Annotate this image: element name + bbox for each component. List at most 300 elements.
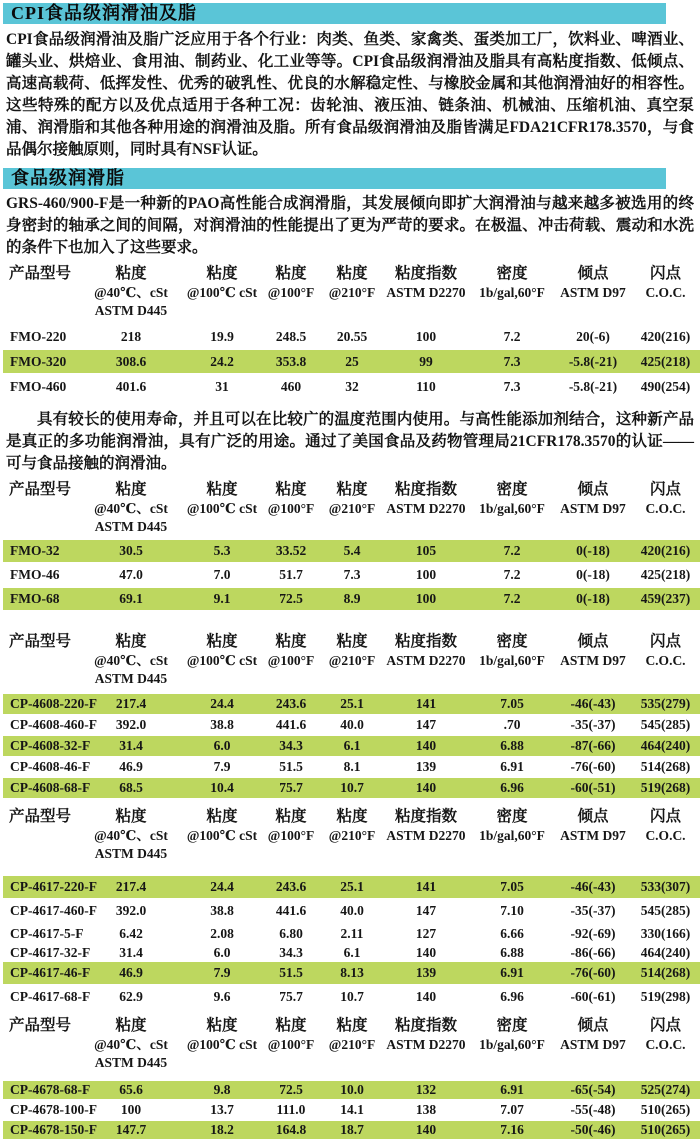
cell-value: 7.0 [213, 567, 231, 582]
cell-value: 6.42 [119, 925, 143, 941]
header-col [631, 807, 700, 863]
cell-value: 353.8 [275, 353, 307, 369]
cell-value: 138 [415, 1102, 437, 1117]
table-rows [3, 1081, 700, 1139]
column-label: 粘度 [336, 481, 368, 498]
cell-value: 8.13 [340, 965, 364, 980]
column-label: 产品型号 [9, 633, 72, 650]
cell-value: 141 [415, 696, 437, 711]
cell-value: 6.0 [213, 738, 231, 753]
cell-value: 425(218) [640, 353, 691, 369]
table-header [3, 632, 700, 688]
cell-value: 490(254) [640, 378, 691, 394]
header-col [183, 264, 261, 320]
table-row [3, 1121, 700, 1139]
column-label: 倾点 [577, 808, 609, 825]
cell-value: 51.5 [279, 965, 303, 980]
cell-value: 140 [415, 989, 437, 1004]
cell-model: CP-4608-460-F [10, 717, 97, 732]
column-label: 粘度 [275, 808, 307, 825]
section-title: 食品级润滑脂 [11, 168, 125, 188]
column-sublabel: C.O.C. [645, 285, 686, 300]
cell-value: 8.9 [343, 591, 361, 606]
cell-value: 25 [345, 353, 359, 369]
cell-model: CP-4608-68-F [10, 780, 91, 795]
cell-value: 141 [415, 879, 437, 894]
column-label: 粘度指数 [394, 1017, 457, 1034]
cell-value: 535(279) [640, 696, 691, 711]
cell-value: 519(298) [640, 989, 691, 1004]
cell-value: 10.4 [210, 780, 234, 795]
column-label: 密度 [496, 1017, 528, 1034]
column-label: 倾点 [577, 1017, 609, 1034]
table-row [3, 715, 700, 735]
column-label: 粘度 [115, 481, 147, 498]
column-sublabel: @100°F [267, 501, 315, 516]
table-header [3, 264, 700, 320]
column-sublabel: ASTM D97 [560, 653, 626, 668]
column-sublabel: ASTM D2270 [386, 828, 466, 843]
cell-value: 20(-6) [576, 328, 610, 344]
cell-model: CP-4678-100-F [10, 1102, 97, 1117]
column-sublabel: C.O.C. [645, 653, 686, 668]
column-label: 产品型号 [9, 1017, 72, 1034]
cell-value: 7.05 [500, 696, 524, 711]
header-col-model [3, 1016, 79, 1072]
cell-value: 139 [415, 759, 437, 774]
table-row [3, 876, 700, 898]
cell-value: 8.1 [343, 759, 361, 774]
cell-value: 7.2 [503, 328, 521, 344]
column-sublabel: C.O.C. [645, 828, 686, 843]
table-header [3, 1016, 700, 1072]
cell-value: 6.91 [500, 965, 524, 980]
header-col [555, 480, 631, 536]
column-sublabel: @100°F [267, 285, 315, 300]
cell-value: 38.8 [210, 903, 234, 918]
cell-model: CP-4617-5-F [10, 925, 84, 941]
benefits-paragraph: 具有较长的使用寿命，并且可以在比较广的温度范围内使用。与高性能添加剂结合，这种新产品是真正的多功能润滑油，具有广泛的用途。通过了美国食品及药物管理局21CFR178.3570的认证——可与食品接触的润滑油。 [6, 411, 694, 472]
cell-value: 46.9 [119, 965, 143, 980]
header-col [321, 632, 383, 688]
header-col [261, 1016, 321, 1072]
cell-value: 420(216) [640, 328, 691, 344]
cell-value: 464(240) [640, 738, 691, 753]
column-sublabel: 1b/gal,60°F [479, 828, 545, 843]
header-col [631, 1016, 700, 1072]
column-label: 粘度 [206, 265, 238, 282]
cell-value: 7.3 [503, 378, 521, 394]
section-banner-oils [3, 3, 666, 24]
column-label: 倾点 [577, 265, 609, 282]
table-row [3, 350, 700, 373]
header-col-model [3, 480, 79, 536]
cell-value: 18.7 [340, 1122, 364, 1137]
cell-value: 2.08 [210, 925, 234, 941]
cell-value: 401.6 [115, 378, 147, 394]
grease-intro-paragraph: GRS-460/900-F是一种新的PAO高性能合成润滑脂，其发展倾向即扩大润滑油与越来越多被选用的终身密封的轴承之间的间隔，对润滑油的性能提出了更为严苛的要求。在极温、冲击荷载、震动和水洗的条件下也加入了这些要求。 [6, 195, 694, 256]
cell-value: .70 [503, 717, 521, 732]
header-col [469, 264, 555, 320]
column-label: 粘度指数 [394, 633, 457, 650]
column-sublabel: @210°F [328, 828, 376, 843]
cell-value: 14.1 [340, 1102, 364, 1117]
header-col [631, 632, 700, 688]
cell-value: -87(-66) [570, 738, 616, 753]
column-sublabel: @210°F [328, 501, 376, 516]
table-row [3, 694, 700, 714]
column-sublabel: @210°F [328, 1037, 376, 1052]
header-col [183, 1016, 261, 1072]
column-label: 闪点 [649, 265, 681, 282]
cell-value: 7.10 [500, 903, 524, 918]
column-label: 粘度 [275, 633, 307, 650]
cell-value: 19.9 [210, 328, 234, 344]
cell-value: 425(218) [640, 567, 691, 582]
column-label: 闪点 [649, 1017, 681, 1034]
cell-value: 5.3 [213, 543, 231, 558]
cell-value: 2.11 [340, 925, 364, 941]
column-sublabel: @210°F [328, 653, 376, 668]
cell-value: -65(-54) [570, 1082, 616, 1097]
cell-value: 7.2 [503, 591, 521, 606]
header-col [555, 632, 631, 688]
header-col [261, 632, 321, 688]
table-rows [3, 540, 700, 610]
cell-value: 7.9 [213, 759, 231, 774]
header-col [555, 807, 631, 863]
column-sublabel: ASTM D445 [94, 519, 168, 534]
cell-value: 545(285) [640, 903, 691, 918]
cell-value: 6.96 [500, 780, 524, 795]
header-col [469, 632, 555, 688]
column-sublabel: @210°F [328, 285, 376, 300]
cell-value: 164.8 [275, 1122, 307, 1137]
column-sublabel: C.O.C. [645, 1037, 686, 1052]
column-label: 粘度 [206, 481, 238, 498]
column-sublabel: 1b/gal,60°F [479, 1037, 545, 1052]
column-label: 产品型号 [9, 808, 72, 825]
column-sublabel: @100℃ cSt [186, 828, 258, 843]
cell-value: 75.7 [279, 989, 303, 1004]
header-col [555, 1016, 631, 1072]
column-label: 密度 [496, 481, 528, 498]
cell-value: 6.80 [279, 925, 303, 941]
cell-value: 68.5 [119, 780, 143, 795]
cell-value: 31 [215, 378, 229, 394]
cell-value: -86(-66) [570, 944, 616, 960]
header-col [183, 632, 261, 688]
cell-value: 441.6 [275, 903, 307, 918]
cell-value: 519(268) [640, 780, 691, 795]
cell-value: 6.66 [500, 925, 524, 941]
cell-value: 24.2 [210, 353, 234, 369]
cell-value: 132 [415, 1082, 437, 1097]
header-col [79, 480, 183, 536]
section-banner-grease [3, 168, 666, 189]
table-header [3, 807, 700, 863]
cell-value: 7.05 [500, 879, 524, 894]
cell-value: 100 [415, 567, 437, 582]
cell-value: -35(-37) [570, 717, 616, 732]
column-sublabel: ASTM D445 [94, 303, 168, 318]
cell-value: 5.4 [343, 543, 361, 558]
cell-value: 34.3 [279, 944, 303, 960]
cell-value: 140 [415, 944, 437, 960]
cell-model: FMO-68 [10, 591, 60, 606]
column-sublabel: 1b/gal,60°F [479, 653, 545, 668]
cell-value: 139 [415, 965, 437, 980]
header-col [79, 264, 183, 320]
column-sublabel: ASTM D97 [560, 501, 626, 516]
column-sublabel: @100℃ cSt [186, 285, 258, 300]
column-label: 粘度 [275, 481, 307, 498]
column-label: 粘度指数 [394, 481, 457, 498]
column-sublabel: ASTM D2270 [386, 653, 466, 668]
cell-value: 51.5 [279, 759, 303, 774]
cell-value: 40.0 [340, 903, 364, 918]
column-sublabel: @100℃ cSt [186, 653, 258, 668]
cell-value: 514(268) [640, 965, 691, 980]
cell-value: 510(265) [640, 1102, 691, 1117]
column-label: 密度 [496, 265, 528, 282]
cell-value: 217.4 [115, 696, 147, 711]
table-row [3, 540, 700, 562]
table-row [3, 1081, 700, 1099]
cell-value: 441.6 [275, 717, 307, 732]
cell-value: -76(-60) [570, 965, 616, 980]
cell-model: CP-4678-68-F [10, 1082, 91, 1097]
cell-value: 25.1 [340, 696, 364, 711]
cell-value: -46(-43) [570, 879, 616, 894]
column-label: 产品型号 [9, 481, 72, 498]
column-label: 粘度 [275, 1017, 307, 1034]
cell-value: 72.5 [279, 591, 303, 606]
cell-value: 510(265) [640, 1122, 691, 1137]
column-label: 粘度 [115, 1017, 147, 1034]
column-sublabel: @40℃、cSt [94, 653, 168, 668]
cell-model: CP-4617-68-F [10, 989, 91, 1004]
table-row [3, 943, 700, 962]
cell-value: -60(-61) [570, 989, 616, 1004]
table-header [3, 480, 700, 536]
column-sublabel: @100℃ cSt [186, 501, 258, 516]
column-label: 闪点 [649, 633, 681, 650]
cell-value: 7.07 [500, 1102, 524, 1117]
column-sublabel: @100°F [267, 828, 315, 843]
header-col [383, 632, 469, 688]
cell-value: 47.0 [119, 567, 143, 582]
column-label: 产品型号 [9, 265, 72, 282]
header-col [321, 480, 383, 536]
column-label: 粘度 [336, 808, 368, 825]
column-label: 倾点 [577, 633, 609, 650]
cell-value: 51.7 [279, 567, 303, 582]
cell-value: 127 [415, 925, 437, 941]
cell-value: -55(-48) [570, 1102, 616, 1117]
header-col-model [3, 632, 79, 688]
header-col [469, 807, 555, 863]
cell-value: 34.3 [279, 738, 303, 753]
cell-value: 392.0 [115, 717, 147, 732]
column-label: 粘度 [206, 1017, 238, 1034]
table-row [3, 924, 700, 943]
table-row [3, 375, 700, 398]
cell-value: 140 [415, 1122, 437, 1137]
cell-value: 525(274) [640, 1082, 691, 1097]
cell-model: CP-4608-32-F [10, 738, 91, 753]
cell-value: 6.1 [343, 944, 361, 960]
cell-value: 0(-18) [576, 567, 610, 582]
column-sublabel: @40℃、cSt [94, 285, 168, 300]
cell-value: 110 [416, 378, 436, 394]
column-label: 密度 [496, 633, 528, 650]
table-row [3, 736, 700, 756]
cell-value: 0(-18) [576, 543, 610, 558]
cell-model: CP-4608-46-F [10, 759, 91, 774]
cell-value: 13.7 [210, 1102, 234, 1117]
column-label: 粘度 [206, 808, 238, 825]
cell-value: 147.7 [115, 1122, 147, 1137]
table-row [3, 588, 700, 610]
cell-value: 7.3 [343, 567, 361, 582]
header-col [79, 807, 183, 863]
cell-value: 9.1 [213, 591, 231, 606]
cell-model: FMO-46 [10, 567, 60, 582]
cell-model: CP-4617-220-F [10, 879, 97, 894]
cell-value: 248.5 [275, 328, 307, 344]
cell-value: -35(-37) [570, 903, 616, 918]
cell-value: -76(-60) [570, 759, 616, 774]
cell-value: 140 [415, 780, 437, 795]
cell-value: 20.55 [336, 328, 368, 344]
cell-value: 6.88 [500, 944, 524, 960]
cell-value: 25.1 [340, 879, 364, 894]
table-row [3, 325, 700, 348]
cell-value: 6.1 [343, 738, 361, 753]
cell-value: 147 [415, 717, 437, 732]
cell-value: 31.4 [119, 944, 143, 960]
header-col [383, 480, 469, 536]
cell-value: 9.8 [213, 1082, 231, 1097]
cell-value: 72.5 [279, 1082, 303, 1097]
cell-value: 459(237) [640, 591, 691, 606]
cell-value: 6.91 [500, 759, 524, 774]
column-label: 密度 [496, 808, 528, 825]
intro-paragraph: CPI食品级润滑油及脂广泛应用于各个行业：肉类、鱼类、家禽类、蛋类加工厂，饮料业、啤酒业、罐头业、烘焙业、食用油、制药业、化工业等等。CPI食品级润滑油及脂具有高粘度指数、低倾点、高速高载荷、低挥发性、优秀的破乳性、优良的水解稳定性、与橡胶金属和其他润滑油好的相容性。这些特殊的配方以及优点适用于各种工况：齿轮油、液压油、链条油、机械油、压缩机油、真空泵浦、润滑脂和其他各种用途的润滑油及脂。所有食品级润滑油及脂皆满足FDA21CFR178.3570，与食品偶尔接触原则，同时具有NSF认证。 [6, 31, 694, 158]
spec-table-fmo-heavy [3, 264, 700, 398]
column-label: 粘度 [275, 265, 307, 282]
cell-model: CP-4617-32-F [10, 944, 91, 960]
header-col [79, 1016, 183, 1072]
cell-value: 38.8 [210, 717, 234, 732]
cell-value: 147 [415, 903, 437, 918]
cell-value: 10.0 [340, 1082, 364, 1097]
table-rows [3, 694, 700, 798]
header-col-model [3, 807, 79, 863]
cell-value: 140 [415, 738, 437, 753]
header-col [555, 264, 631, 320]
cell-value: 10.7 [340, 989, 364, 1004]
cell-value: 243.6 [275, 879, 307, 894]
column-label: 粘度 [336, 633, 368, 650]
column-sublabel: ASTM D445 [94, 1055, 168, 1070]
header-col [321, 807, 383, 863]
column-label: 粘度指数 [394, 808, 457, 825]
table-rows [3, 876, 700, 1008]
cell-value: 30.5 [119, 543, 143, 558]
column-sublabel: 1b/gal,60°F [479, 501, 545, 516]
cell-model: FMO-220 [10, 328, 67, 344]
section-title: CPI食品级润滑油及脂 [11, 3, 197, 23]
cell-value: 533(307) [640, 879, 691, 894]
header-col [631, 264, 700, 320]
cell-model: FMO-460 [10, 378, 67, 394]
column-label: 粘度 [336, 1017, 368, 1034]
header-col [383, 264, 469, 320]
column-label: 闪点 [649, 481, 681, 498]
cell-value: -5.8(-21) [568, 353, 618, 369]
header-col [261, 480, 321, 536]
spec-table-cp4617 [3, 807, 700, 1008]
cell-value: -92(-69) [570, 925, 616, 941]
cell-value: 460 [280, 378, 302, 394]
column-sublabel: ASTM D445 [94, 671, 168, 686]
table-row [3, 962, 700, 984]
header-col [261, 264, 321, 320]
column-label: 粘度 [115, 633, 147, 650]
table-row [3, 757, 700, 777]
cell-value: 545(285) [640, 717, 691, 732]
cell-value: 100 [415, 328, 437, 344]
table-row [3, 564, 700, 586]
column-sublabel: ASTM D97 [560, 285, 626, 300]
cell-model: FMO-320 [10, 353, 67, 369]
cell-model: FMO-32 [10, 543, 60, 558]
header-col [469, 1016, 555, 1072]
column-sublabel: @100°F [267, 653, 315, 668]
cell-value: 10.7 [340, 780, 364, 795]
table-row [3, 900, 700, 922]
cell-value: 0(-18) [576, 591, 610, 606]
cell-value: 75.7 [279, 780, 303, 795]
cell-value: 9.6 [213, 989, 231, 1004]
cell-value: 6.91 [500, 1082, 524, 1097]
cell-value: 111.0 [276, 1102, 306, 1117]
cell-value: 99 [419, 353, 433, 369]
cell-value: 24.4 [210, 879, 234, 894]
header-col [631, 480, 700, 536]
cell-value: 6.96 [500, 989, 524, 1004]
cell-value: 243.6 [275, 696, 307, 711]
column-sublabel: C.O.C. [645, 501, 686, 516]
cell-model: CP-4678-150-F [10, 1122, 97, 1137]
cell-value: 514(268) [640, 759, 691, 774]
column-label: 粘度 [336, 265, 368, 282]
column-sublabel: @40℃、cSt [94, 1037, 168, 1052]
cell-value: 18.2 [210, 1122, 234, 1137]
cell-value: 69.1 [119, 591, 143, 606]
table-row [3, 1101, 700, 1119]
column-sublabel: @40℃、cSt [94, 828, 168, 843]
cell-value: 6.0 [213, 944, 231, 960]
cell-value: 7.3 [503, 353, 521, 369]
cell-value: 392.0 [115, 903, 147, 918]
column-label: 闪点 [649, 808, 681, 825]
cell-value: 105 [415, 543, 437, 558]
cell-value: 31.4 [119, 738, 143, 753]
cell-model: CP-4617-46-F [10, 965, 91, 980]
